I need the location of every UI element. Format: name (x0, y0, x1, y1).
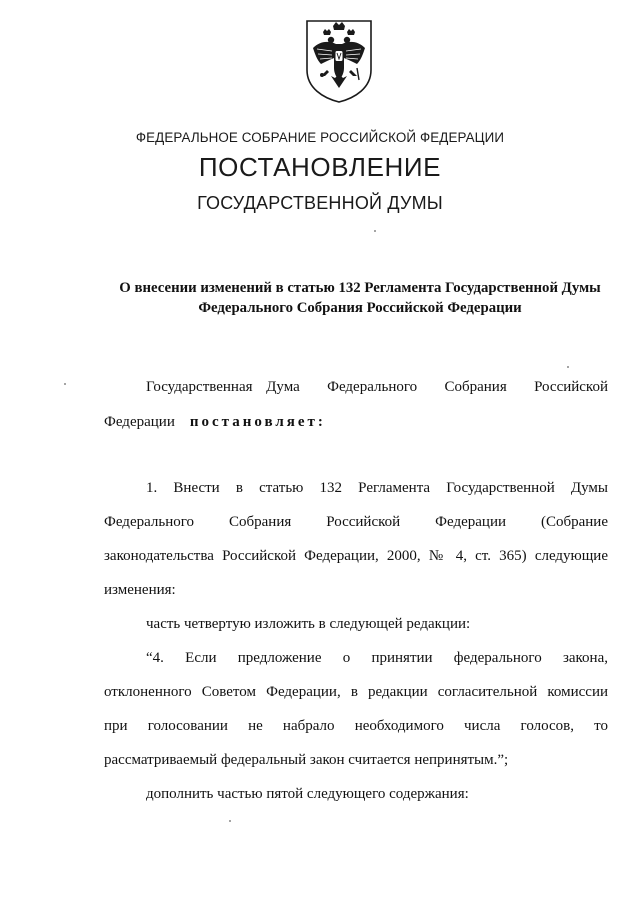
supplement-intro: дополнить частью пятой следующего содержания: (146, 786, 469, 802)
organization-heading: ФЕДЕРАЛЬНОЕ СОБРАНИЕ РОССИЙСКОЙ ФЕДЕРАЦИИ (135, 130, 505, 145)
title-line-2: Федерального Собрания Российской Федерации (198, 300, 522, 316)
amendment-intro: часть четвертую изложить в следующей редакции: (146, 616, 471, 632)
russian-coat-of-arms-icon (303, 18, 375, 104)
preamble-line-1 (146, 377, 608, 397)
scan-speck (567, 366, 569, 368)
scan-speck (64, 383, 66, 385)
quoted-line-3: при голосовании не набрало необходимого числа голосов, то (104, 718, 608, 734)
item1-line-1: 1. Внести в статью 132 Регламента Государственной Думы (146, 480, 608, 496)
document-type-heading: ПОСТАНОВЛЕНИЕ (198, 152, 442, 182)
scan-speck (374, 230, 376, 232)
item1-line-2: Федерального Собрания Российской Федерации (Собрание (104, 514, 608, 530)
title-line-1: О внесении изменений в статью 132 Регламента Государственной Думы (119, 280, 601, 296)
preamble-line-2 (104, 412, 608, 432)
preamble-federation-text: Федерации (104, 414, 175, 430)
resolves-keyword: постановляет: (189, 414, 326, 430)
quoted-line-2: отклоненного Советом Федерации, в редакции согласительной комиссии (104, 684, 608, 700)
issuer-heading: ГОСУДАРСТВЕННОЙ ДУМЫ (197, 193, 443, 213)
scan-speck (229, 820, 231, 822)
quoted-line-4: рассматриваемый федеральный закон считается непринятым.”; (104, 752, 509, 768)
item1-line-3: законодательства Российской Федерации, 2000, № 4, ст. 365) следующие (104, 548, 608, 564)
document-title (100, 278, 620, 318)
quoted-line-1: “4. Если предложение о принятии федерального закона, (146, 650, 608, 666)
preamble-line-1-text: Государственная Дума Федерального Собрания Российской (146, 379, 608, 395)
item1-line-4: изменения: (104, 582, 176, 598)
